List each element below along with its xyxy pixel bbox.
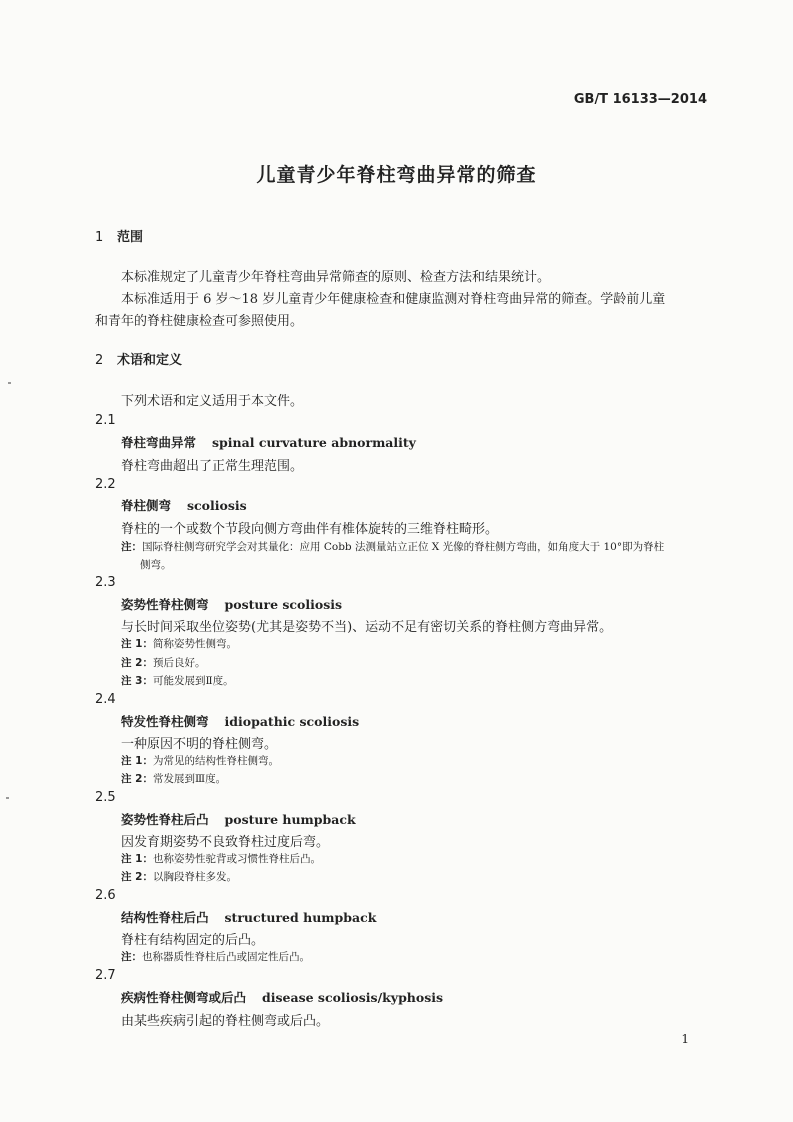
term-zh: 姿势性脊柱侧弯 — [121, 597, 209, 612]
section-number: 1 — [95, 230, 104, 245]
term-en: posture humpback — [224, 812, 356, 827]
definition: 因发育期姿势不良致脊柱过度后弯。 — [121, 835, 330, 850]
section-title: 术语和定义 — [117, 353, 183, 368]
note-label: 注 2： — [121, 657, 153, 669]
note-label: 注 2： — [121, 773, 153, 785]
term-zh: 脊柱弯曲异常 — [121, 435, 197, 450]
term-heading — [121, 712, 359, 730]
term-heading — [121, 496, 247, 514]
section-2-heading — [95, 349, 182, 368]
document-title: 儿童青少年脊柱弯曲异常的筛查 — [256, 164, 537, 186]
clause-number: 2.1 — [95, 413, 116, 428]
definition: 脊柱有结构固定的后凸。 — [121, 933, 265, 948]
note-text: 也称器质性脊柱后凸或固定性后凸。 — [142, 951, 310, 963]
note-text: 预后良好。 — [152, 657, 206, 669]
note-text: 可能发展到Ⅱ度。 — [152, 675, 234, 687]
definition: 由某些疾病引起的脊柱侧弯或后凸。 — [121, 1014, 330, 1029]
term-heading — [121, 988, 443, 1006]
term-zh: 结构性脊柱后凸 — [121, 910, 209, 925]
note-continuation: 侧弯。 — [140, 559, 172, 571]
note — [121, 869, 237, 884]
note — [121, 851, 321, 866]
note — [121, 949, 310, 964]
term-en: scoliosis — [187, 498, 247, 513]
note — [121, 655, 205, 670]
paragraph-continuation: 和青年的脊柱健康检查可参照使用。 — [95, 314, 304, 329]
section-number: 2 — [95, 353, 104, 368]
term-heading — [121, 908, 376, 926]
note-text: 为常见的结构性脊柱侧弯。 — [152, 755, 279, 767]
term-en: structured humpback — [224, 910, 377, 925]
paragraph: 本标准规定了儿童青少年脊柱弯曲异常筛查的原则、检查方法和结果统计。 — [121, 270, 551, 285]
term-zh: 疾病性脊柱侧弯或后凸 — [121, 990, 247, 1005]
section-title: 范围 — [117, 230, 144, 245]
definition: 脊柱的一个或数个节段向侧方弯曲伴有椎体旋转的三维脊柱畸形。 — [121, 522, 499, 537]
clause-number: 2.3 — [95, 575, 116, 590]
definition: 一种原因不明的脊柱侧弯。 — [121, 737, 278, 752]
term-en: disease scoliosis/kyphosis — [262, 990, 444, 1005]
definition: 与长时间采取坐位姿势(尤其是姿势不当)、运动不足有密切关系的脊柱侧方弯曲异常。 — [121, 620, 613, 635]
term-zh: 特发性脊柱侧弯 — [121, 714, 209, 729]
term-heading — [121, 810, 356, 828]
note — [121, 753, 279, 768]
clause-number: 2.6 — [95, 888, 116, 903]
note-label: 注 1： — [121, 638, 153, 650]
note — [121, 771, 226, 786]
note-label: 注 1： — [121, 853, 153, 865]
standard-code: GB/T 16133—2014 — [573, 92, 707, 107]
term-heading — [121, 595, 342, 613]
clause-number: 2.5 — [95, 790, 116, 805]
paragraph: 本标准适用于 6 岁～18 岁儿童青少年健康检查和健康监测对脊柱弯曲异常的筛查。学龄前儿童 — [121, 292, 666, 307]
clause-number: 2.4 — [95, 692, 116, 707]
definition: 脊柱弯曲超出了正常生理范围。 — [121, 459, 304, 474]
note — [121, 636, 237, 651]
note-text: 以胸段脊柱多发。 — [152, 871, 237, 883]
clause-number: 2.7 — [95, 968, 116, 983]
term-zh: 姿势性脊柱后凸 — [121, 812, 209, 827]
note — [121, 539, 664, 554]
note-label: 注 3： — [121, 675, 153, 687]
paragraph: 下列术语和定义适用于本文件。 — [121, 394, 304, 409]
scan-speck — [6, 797, 9, 799]
note-label: 注 1： — [121, 755, 153, 767]
note-label: 注： — [121, 541, 142, 553]
term-zh: 脊柱侧弯 — [121, 498, 172, 513]
clause-number: 2.2 — [95, 477, 116, 492]
note-text: 国际脊柱侧弯研究学会对其量化：应用 Cobb 法测量站立正位 X 光像的脊柱侧方弯曲，如角度大于 10°即为脊柱 — [142, 541, 665, 553]
page-number: 1 — [681, 1032, 689, 1046]
term-en: posture scoliosis — [224, 597, 343, 612]
note-text: 常发展到Ⅲ度。 — [152, 773, 227, 785]
term-heading — [121, 433, 416, 451]
section-1-heading — [95, 226, 143, 245]
note-label: 注： — [121, 951, 142, 963]
term-en: idiopathic scoliosis — [224, 714, 360, 729]
term-en: spinal curvature abnormality — [212, 435, 416, 450]
note-text: 简称姿势性侧弯。 — [152, 638, 237, 650]
note-label: 注 2： — [121, 871, 153, 883]
note-text: 也称姿势性驼背或习惯性脊柱后凸。 — [152, 853, 321, 865]
scan-speck — [8, 382, 11, 384]
note — [121, 673, 234, 688]
